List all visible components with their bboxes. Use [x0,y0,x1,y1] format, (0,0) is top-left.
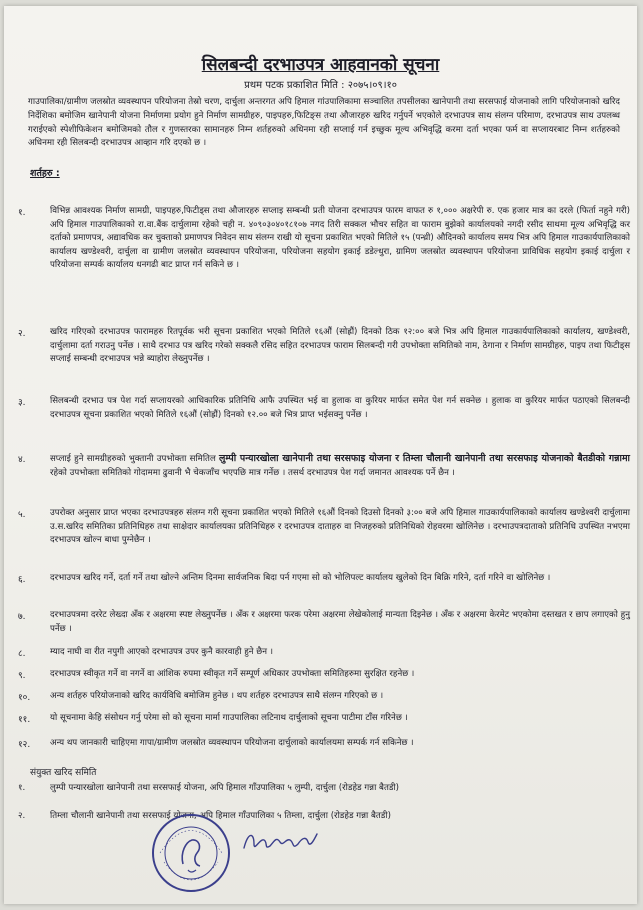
committee-row-text: लुम्पी पन्यारखोला खानेपानी तथा सरसफाई योजना, अपि हिमाल गाँउपालिका ५ लुम्पी, दार्चुला (रोडहेड गन्ना बैतडी) [50,783,400,793]
condition-text-part: रहेको उपभोक्ता समितिको गोदाममा ढुवानी भै चेकजाँच भएपछि मात्र गर्नेछ । तसर्थ दरभाउपत्र पेश गर्दा जमानत आवश्यक पर्ने छैन । [50,467,455,478]
condition-number: ६. [18,575,26,585]
condition-text: अन्य शर्तहरु परियोजनाको खरिद कार्यविधि बमोजिम हुनेछ । थप शर्तहरु दरभाउपत्र साथै संलग्न गरिएको छ । [50,691,384,701]
condition-text: विभिन्न आवश्यक निर्माण सामग्री, पाइपहरु,फिटीड्स तथा औजारहरु सप्लाइ सम्बन्धी प्रती योजना दरभाउपत्र फारम वाफत रु १,००० अक्षरेपी रु. एक हजार मात्र का दरले (फिर्ता नहुने गरी) अपि हिमाल गाउपालिकाको रा.वा.बैंक दार्चुलामा रहेको चही न. ४०९०३०४०१८१०७ नगद तिरी सक्कल भौचर सहित वा फाराम बुझेको कार्यालयको नगदी रसीद साथमा मूल्य अभिवृद्धि कर दर्ताको प्रमाणपत्र, अद्यावधिक कर चुक्ताको प्रमाणपत्र निवेदन साथ संलग्न राखी यो सूचना प्रकाशित भएको मितिले १५ (पन्ध्री) औदिनको कार्यालय समय भित्र अपि हिमाल गाउकार्यपालिकाको कार्यालय खण्डेश्वरी, दार्चुला वा ग्रामीण जलस्रोत व्यवस्थापन परियोजना, परियोजना सहयोग इकाई डडेल्धुरा, ग्रामिण जलस्रोत व्यवस्थापन परियोजना प्राविधिक सहयोग इकाई दार्चुला र परियोजना सम्पर्क कार्यालय धनगढी बाट प्राप्त गर्न सकिने छ । [50,206,630,271]
conditions-heading: शर्तहरु : [30,168,60,179]
committee-row-number: १. [18,783,26,793]
condition-number: ११. [18,715,31,725]
condition-number: ९. [18,671,26,681]
intro-paragraph: गाउपालिका/ग्रामीण जलस्रोत व्यवस्थापन परियोजना तेस्रो चरण, दार्चुला अन्तरगत अपि हिमाल गांउपालिकामा सञ्चालित तपसीलका खानेपानी तथा सरसफाई योजनाको लागि परियोजनाको खरिद निर्देशिका बमोजिम खानेपानी योजना निर्माणमा प्रयोग हुने निर्माण सामग्रीहरु, पाइपहरु,फिटिङ्स तथा औजारहरु खरिद गर्नुपर्ने भएकोले दरभाउपत्र साथ संलग्न परिमाण, दरभाउपत्र साथ उपलब्ध गराईएको स्पेशीफिकेशन बमोजिमको तौल र गुणस्तरका सामानहरु निम्न शर्तहरुको अधिनमा रही सप्लाई गर्न इच्छुक मूल्य अभिवृद्धि करमा दर्ता भएका फर्म वा सप्लायरबाट निम्न शर्तहरुको अधिनमा रही सिलबन्दी दरभाउपत्र आव्हान गरि दएको छ । [28,97,620,149]
condition-text: दरभाउपत्र स्वीकृत गर्ने वा नगर्ने वा आंशिक रुपमा स्वीकृत गर्ने सम्पूर्ण अधिकार उपभोक्ता समितिहरुमा सुरक्षित रहनेछ । [50,669,415,679]
publish-date-line: प्रथम पटक प्रकाशित मिति : २०७५।०९।१० [244,80,397,91]
condition-text-part: सप्लाई हुने सामग्रीहरुको भुक्तानी उपभोक्ता समितिल [50,454,220,464]
scheme-names-bold: लुम्पी पन्यारखोला खानेपानी तथा सरसफाइ योजना र तिम्ला चौलानी खानेपानी तथा सरसफाइ योजनाको बैतडीको गन्नामा [219,453,630,464]
condition-text: अन्य थप जानकारी चाहिएमा गापा/ग्रामीण जलस्रोत व्यवस्थापन परियोजना दार्चुलाको कार्यालयमा सम्पर्क गर्न सकिनेछ । [50,738,414,748]
condition-text: उपरोक्त अनुसार प्राप्त भएका दरभाउपत्रहरु संलग्न गरी सूचना प्रकाशित भएको मितिले १६औं दिनको दिउसो दिनको ३:०० बजे अपि हिमाल गाउकार्यपालिकाको कार्यालय खण्डेश्वरी दार्चुलामा उ.स.खरिद समितिका प्रतिनिधिहरु तथा साक्षेदार कार्यालयका प्रतिनिधिहरु र दरभाउपत्र दाताहरु वा निजहरुको प्रतिनिधिको रोहवरमा खोलिनेछ । दरभाउपत्रदाताको प्रतिनिधि उपस्थित नभएमा दरभाउपत्र खोल्न बाधा पुग्नेछैन । [50,508,630,546]
condition-number: ७. [18,612,26,622]
condition-number: ३. [18,398,26,408]
condition-text: खरिद गरिएको दरभाउपत्र फारामहरु रितपूर्वक भरी सूचना प्रकाशित भएको मितिले १६औं (सोह्रौं) दिनको ठिक १२:०० बजे भित्र अपि हिमाल गाउकार्यपालिकाको कार्यालय, खण्डेश्वरी, दार्चुलामा दर्ता गराउनु पर्नेछ । साथै दरभाउ पत्र खरिद गरेको सक्कलै रसिद सहित दरभाउपत्र फाराम सिलबन्दी गरी उपभोक्ता समितिको नाम, ठेगाना र निर्माण सामग्रीहरु, पाइप तथा फिटीड्स सप्लाई सम्बन्धी दरभाउपत्र भन्ने ब्याहोरा लेख्नुपर्नेछ । [50,327,630,365]
condition-text: यो सूचनामा केहि संसोधन गर्नु परेमा सो को सूचना मार्मा गाउपालिका लटिनाथ दार्चुलाको सूचना पाटीमा टाँस गरिनेछ । [50,713,408,723]
condition-number: ४. [18,455,26,465]
committee-row-text: तिम्ला चौलानी खानेपानी तथा सरसफाई योजना, अपि हिमाल गाँउपालिका ५ तिम्ला, दार्चुला (रोडहेड गन्ना बैतडी) [50,811,391,821]
condition-number: २. [18,329,26,339]
condition-text: सिलबन्धी दरभाउ पत्र पेश गर्दा सप्लायरको आधिकारिक प्रतिनिधि आफै उपस्थित भई वा हुलाक वा कुरियर मार्फत समेत पेश गर्न सक्नेछ । हुलाक वा कुरियर मार्फत पठाएको सिलबन्दी दरभाउपत्र सूचना प्रकाशित भएको मितिले १६औं (सोह्रौं) दिनको १२.०० बजे भित्र प्राप्त भईसक्नु पर्नेछ । [50,396,630,420]
committee-row-number: २. [18,811,26,821]
official-stamp [150,812,232,894]
condition-text [50,452,630,480]
condition-number: १०. [18,693,31,703]
condition-text: म्याद नाघी वा रीत नपुगी आएको दरभाउपत्र उपर कुनै कारवाही हुने छैन । [50,647,274,657]
signature [240,822,320,858]
condition-number: १. [18,208,26,218]
condition-number: १२. [18,740,31,750]
committee-heading: संयुक्त खरिद समिति [30,768,97,778]
condition-text: दरभाउपत्र खरिद गर्ने, दर्ता गर्ने तथा खोल्ने अन्तिम दिनमा सार्वजनिक बिदा पर्न गएमा सो को भोलिपल्ट कार्यालय खुलेको दिन बिक्रि गरिने, दर्ता गरिने वा खोलिनेछ । [50,573,551,583]
condition-text: दरभाउपत्रमा दररेट लेख्दा अँक र अक्षरमा स्पष्ट लेख्नुपर्नेछ । अँक र अक्षरमा फरक परेमा अक्षरमा लेखेकोलाई मान्यता दिइनेछ । अँक र अक्षरमा केरमेट भएकोमा दस्तखत र छाप लगाएको हुनु पर्नेछ । [50,610,630,634]
notice-title: सिलबन्दी दरभाउपत्र आहवानको सूचना [201,55,440,75]
notice-paper [4,6,637,904]
condition-number: ५. [18,510,26,520]
condition-number: ८. [18,649,26,659]
